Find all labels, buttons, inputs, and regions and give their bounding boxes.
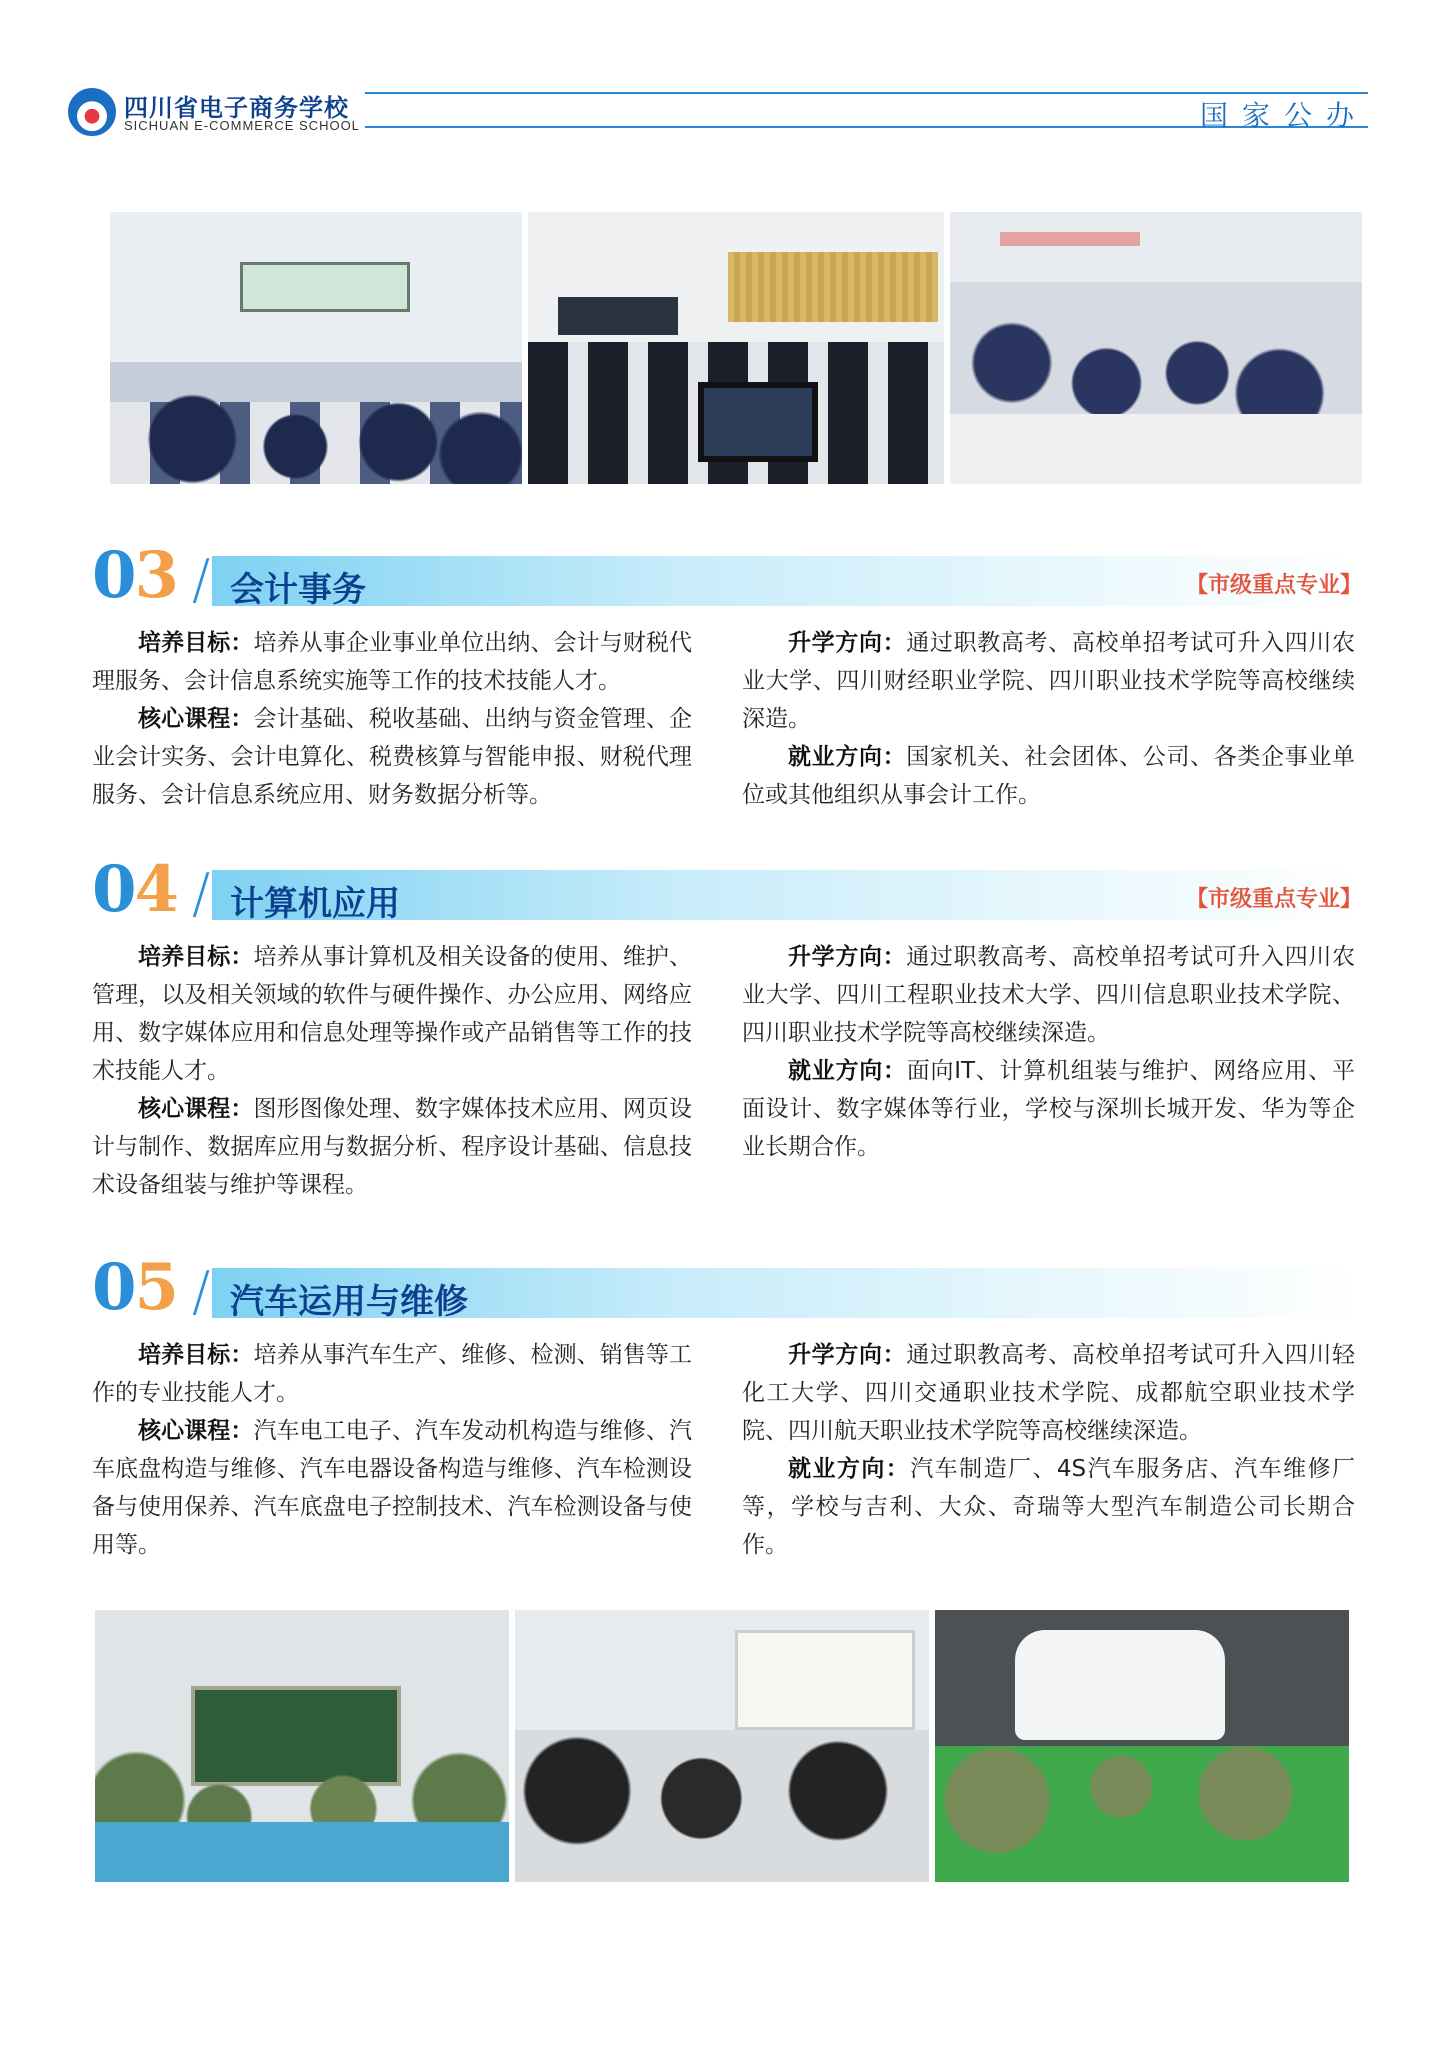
section-title: 计算机应用 [230,884,400,924]
section-left-column [92,938,692,1204]
photo-students-studying [950,212,1362,484]
photo-car-lift-training [935,1610,1349,1882]
page-header [68,82,1368,142]
photo-engine-stands [515,1610,929,1882]
school-name-en: SICHUAN E-COMMERCE SCHOOL [124,118,360,133]
section-slash: / [192,862,211,925]
training-goal: 培养目标：培养从事企业事业单位出纳、会计与财税代理服务、会计信息系统实施等工作的技术技能人才。 [92,630,693,694]
training-goal: 培养目标：培养从事汽车生产、维修、检测、销售等工作的专业技能人才。 [92,1342,693,1406]
employment: 就业方向：面向IT、计算机组装与维护、网络应用、平面设计、数字媒体等行业，学校与深圳长城开发、华为等企业长期合作。 [742,1058,1355,1160]
bottom-photo-strip [95,1610,1349,1882]
employment: 就业方向：国家机关、社会团体、公司、各类企事业单位或其他组织从事会计工作。 [742,744,1356,808]
core-courses: 核心课程：会计基础、税收基础、出纳与资金管理、企业会计实务、会计电算化、税费核算与智能申报、财税代理服务、会计信息系统应用、财务数据分析等。 [92,706,693,808]
section-computer-application [92,852,1362,1208]
section-right-column [742,624,1355,814]
section-header [92,538,1362,618]
core-courses: 核心课程：图形图像处理、数字媒体技术应用、网页设计与制作、数据库应用与数据分析、程序设计基础、信息技术设备组装与维护等课程。 [92,1096,693,1198]
section-number: 05 [92,1250,178,1325]
section-title: 会计事务 [230,570,366,610]
photo-classroom-lecture [110,212,522,484]
section-slash: / [192,548,211,611]
training-goal: 培养目标：培养从事计算机及相关设备的使用、维护、管理，以及相关领域的软件与硬件操作、办公应用、网络应用、数字媒体应用和信息处理等操作或产品销售等工作的技术技能人才。 [92,944,693,1084]
section-header [92,1250,1362,1330]
school-name-cn: 四川省电子商务学校 [124,94,349,122]
photo-computer-lab [528,212,944,484]
section-automotive [92,1250,1362,1566]
section-right-column [742,1336,1355,1564]
section-title: 汽车运用与维修 [230,1282,468,1322]
section-number: 04 [92,852,178,927]
key-major-badge: 【市级重点专业】 [1185,573,1362,598]
section-right-column [742,938,1355,1166]
further-study: 升学方向：通过职教高考、高校单招考试可升入四川轻化工大学、四川交通职业技术学院、成都航空职业技术学院、四川航天职业技术学院等高校继续深造。 [742,1342,1356,1444]
section-accounting [92,538,1362,824]
section-header [92,852,1362,932]
further-study: 升学方向：通过职教高考、高校单招考试可升入四川农业大学、四川工程职业技术大学、四川信息职业技术学院、四川职业技术学院等高校继续深造。 [742,944,1356,1046]
key-major-badge: 【市级重点专业】 [1185,887,1362,912]
core-courses: 核心课程：汽车电工电子、汽车发动机构造与维修、汽车底盘构造与维修、汽车电器设备构造与维修、汽车检测设备与使用保养、汽车底盘电子控制技术、汽车检测设备与使用等。 [92,1418,693,1558]
header-tag: 国家公办 [1199,99,1368,132]
section-number: 03 [92,538,178,613]
further-study: 升学方向：通过职教高考、高校单招考试可升入四川农业大学、四川财经职业学院、四川职业技术学院等高校继续深造。 [742,630,1356,732]
school-logo [68,88,116,136]
section-left-column [92,624,692,814]
top-photo-strip [110,212,1362,484]
section-left-column [92,1336,692,1564]
photo-engine-workshop [95,1610,509,1882]
employment: 就业方向：汽车制造厂、4S汽车服务店、汽车维修厂等，学校与吉利、大众、奇瑞等大型汽车制造公司长期合作。 [742,1456,1356,1558]
section-slash: / [192,1260,211,1323]
